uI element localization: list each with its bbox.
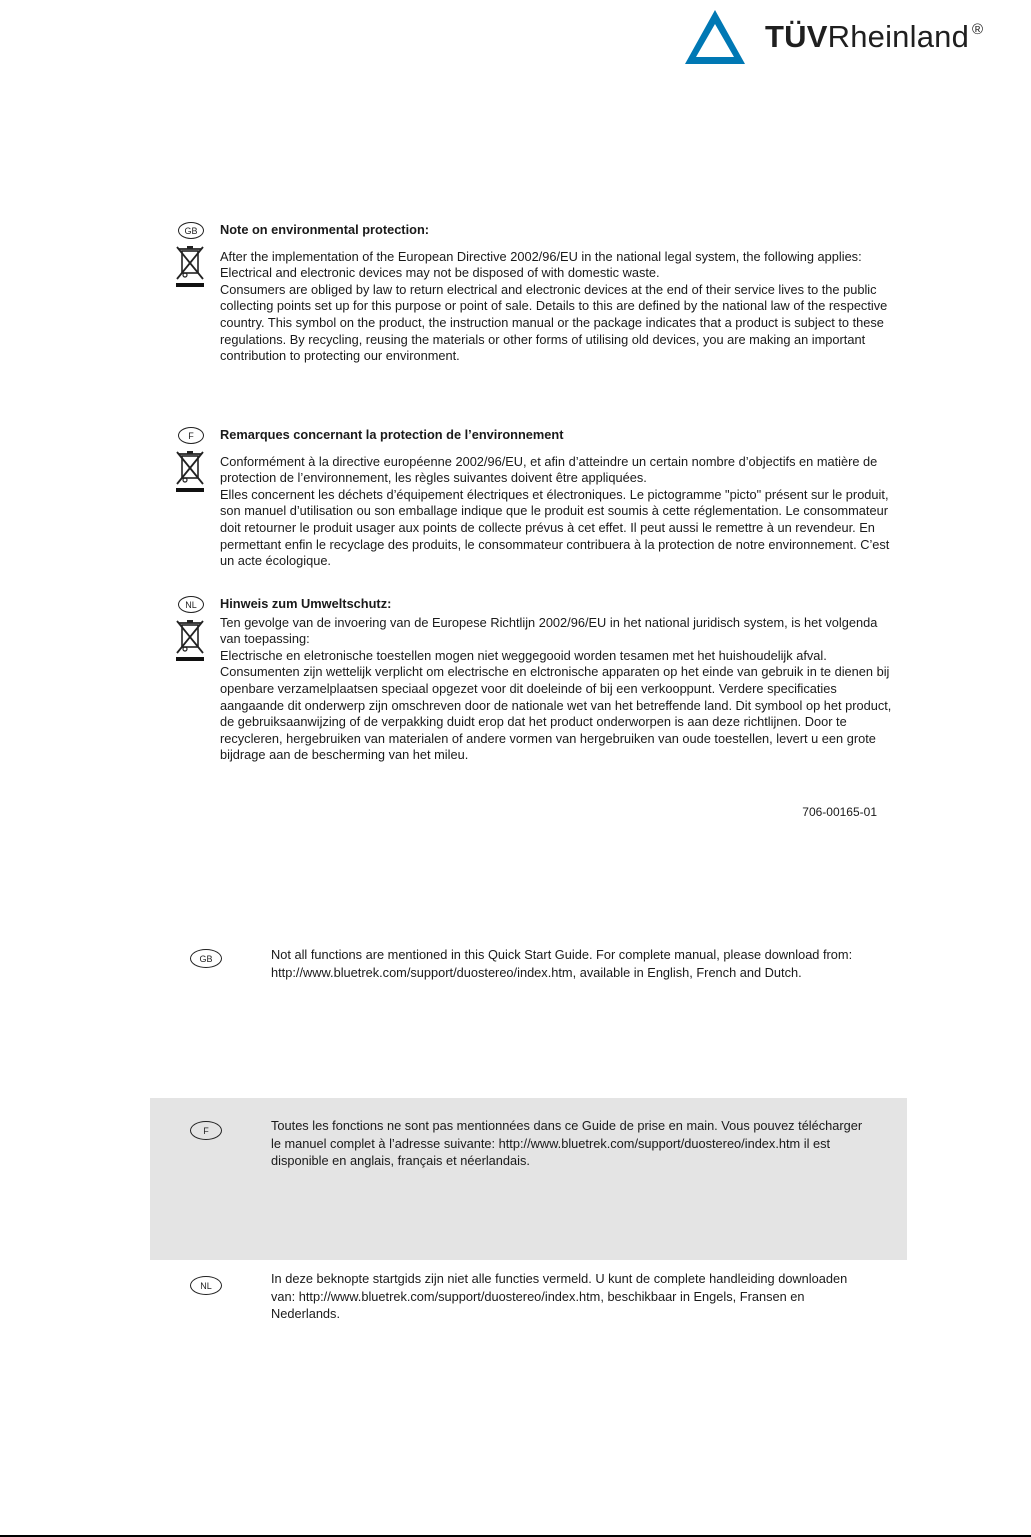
env-note-title: Hinweis zum Umweltschutz: — [220, 596, 392, 611]
crossed-bin-icon — [173, 615, 207, 663]
logo-wordmark — [765, 19, 983, 55]
crossed-bin-icon — [173, 446, 207, 494]
logo-triangle-shape — [685, 10, 745, 64]
tuv-rheinland-logo — [683, 6, 983, 68]
env-note-paragraph: After the implementation of the European Directive 2002/96/EU in the national legal system, the following applies: — [220, 248, 862, 264]
tuv-triangle-icon — [683, 8, 747, 66]
env-note-paragraph: Elles concernent les déchets d’équipement électriques et électroniques. Le pictogramme "picto" présent sur le produit, son manuel d’utilisation ou son emballage indique que le produit est soumis à cette réglementation. Le consommateur doit retourner le produit usager aux points de collecte prévus à cet effet. Il peut aussi le remettre à un revendeur. En permettant enfin le recyclage des produits, le consommateur contribuera à la protection de notre environnement. C’est un acte écologique. — [220, 486, 890, 569]
logo-brand-regular: Rheinland — [827, 19, 970, 54]
country-badge: NL — [178, 596, 204, 613]
logo-registered-mark: ® — [972, 21, 984, 38]
env-note-text — [220, 222, 892, 365]
env-note-title: Note on environmental protection: — [220, 222, 430, 237]
country-badge: F — [178, 427, 204, 444]
env-note-title: Remarques concernant la protection de l’environnement — [220, 427, 564, 442]
country-badge: GB — [190, 949, 222, 968]
env-note-paragraph: Ten gevolge van de invoering van de Europese Richtlijn 2002/96/EU in het national juridisch system, is het volgenda van toepassing: — [220, 614, 878, 647]
country-badge: NL — [190, 1276, 222, 1295]
env-note-text — [220, 427, 892, 570]
env-note-paragraph: Consumers are obliged by law to return electrical and electronic devices at the end of their service lives to the public collecting points set up for this purpose or point of sale. Details to this are defined by the national law of the respective country. This symbol on the product, the instruction manual or the package indicates that a product is subject to these regulations. By recycling, reusing the materials or other forms of utilising old devices, you are making an important contribution to protecting our environment. — [220, 281, 888, 364]
env-note-text — [220, 596, 892, 764]
env-note-paragraph: Electrical and electronic devices may not be disposed of with domestic waste. — [220, 265, 660, 281]
country-badge: F — [190, 1121, 222, 1140]
env-note-paragraph: Conformément à la directive européenne 2002/96/EU, et afin d’atteindre un certain nombre d’objectifs en matière de protection de l’environnement, les règles suivantes doivent être appliquées. — [220, 453, 878, 486]
document-code: 706-00165-01 — [802, 805, 877, 819]
crossed-bin-icon — [173, 241, 207, 289]
qsg-note-text: Not all functions are mentioned in this Quick Start Guide. For complete manual, please download from: http://www.bluetrek.com/support/duostereo/index.htm, available in English, French and Dutch. — [271, 947, 853, 980]
country-badge: GB — [178, 222, 204, 239]
logo-brand-bold: TÜV — [765, 19, 828, 54]
qsg-note-text: In deze beknopte startgids zijn niet alle functies vermeld. U kunt de complete handleiding downloaden van: http://www.bluetrek.com/support/duostereo/index.htm, beschikbaar in Engels, Fransen en Nederlands. — [271, 1271, 848, 1322]
qsg-note-text: Toutes les fonctions ne sont pas mentionnées dans ce Guide de prise en main. Vous pouvez télécharger le manuel complet à l’adresse suivante: http://www.bluetrek.com/support/duostereo/index.htm il est disponible en anglais, français et néerlandais. — [271, 1118, 863, 1169]
env-note-paragraph: Electrische en eletronische toestellen mogen niet weggegooid worden tesamen met het huishoudelijk afval. Consumenten zijn wettelijk verplicht om electrische en elctronische apparaten op het einde van gebruik in te dienen bij openbare verzamelplaatsen speciaal opgezet voor dit doeleinde of bij een verkooppunt. Verdere specificaties aangaande dit onderwerp zijn omschreven door de nationale wet van het betreffende land. Dit symbool op het product, de gebruiksaanwijzing of de verpakking duidt erop dat het product onderworpen is aan deze richtlijnen. Door te recycleren, hergebruiken van materialen of andere vormen van hergebruiken van oude toestellen, levert u een grote bijdrage aan de bescherming van het mileu. — [220, 647, 892, 763]
